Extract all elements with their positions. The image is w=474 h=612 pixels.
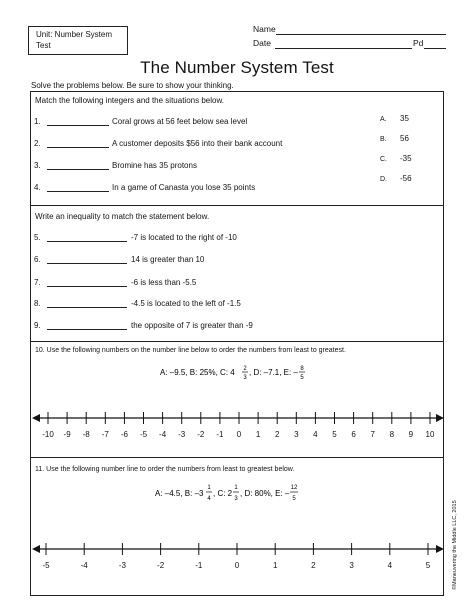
tick-label: -8 [82, 430, 90, 439]
tick-label: -1 [195, 561, 203, 570]
right-arrow-icon [436, 414, 444, 422]
statement-text: the opposite of 7 is greater than -9 [131, 321, 253, 330]
tick-label: -10 [42, 430, 54, 439]
tick-label: 5 [332, 430, 337, 439]
section-divider [30, 341, 444, 342]
tick-label: 9 [408, 430, 414, 439]
tick-label: 4 [387, 561, 393, 570]
answer-blank[interactable] [47, 263, 127, 264]
pd-label: Pd [413, 38, 424, 48]
question-number: 9. [34, 321, 41, 330]
fraction-numerator: 8 [300, 366, 304, 372]
list-part-a: A: –9.5, B: 25%, C: 4 [160, 368, 235, 377]
unit-label-line2: Test [36, 41, 51, 50]
question-10: 10. Use the following numbers on the number line below to order the numbers from least to greatest. [35, 347, 346, 354]
option-letter: D. [380, 176, 387, 183]
number-line-neg10-to-10 [0, 400, 474, 445]
match-option [380, 134, 409, 143]
unit-label-line1: Unit: Number System [36, 30, 113, 39]
name-field[interactable] [276, 34, 446, 35]
list-part-a: A: –4.5, B: –3 [155, 489, 204, 498]
question-11-number-list [0, 477, 474, 507]
question-10-number-list [0, 356, 474, 386]
tick-label: 3 [294, 430, 299, 439]
date-field[interactable] [275, 48, 412, 49]
tick-label: -1 [216, 430, 224, 439]
tick-label: -3 [118, 561, 126, 570]
tick-label: -4 [80, 561, 88, 570]
pd-field[interactable] [424, 48, 446, 49]
option-value: 35 [400, 114, 409, 123]
tick-label: -2 [157, 561, 165, 570]
tick-label: -4 [159, 430, 167, 439]
question-number: 7. [34, 278, 41, 287]
situation-text: In a game of Canasta you lose 35 points [112, 183, 256, 192]
tick-label: -3 [178, 430, 186, 439]
answer-blank[interactable] [47, 307, 127, 308]
test-frame [30, 91, 444, 596]
answer-blank[interactable] [47, 286, 127, 287]
tick-label: 0 [236, 430, 242, 439]
list-part-c: , C: 2 [213, 489, 233, 498]
list-part-d: , D: 80%, E: – [240, 489, 290, 498]
number-line-neg5-to-5 [0, 531, 474, 576]
left-arrow-icon [32, 545, 40, 553]
section1-prompt: Match the following integers and the situations below. [35, 96, 225, 105]
tick-label: -5 [42, 561, 50, 570]
list-part-d: , D: –7.1, E: – [249, 368, 298, 377]
option-value: 56 [400, 134, 409, 143]
option-letter: B. [380, 136, 387, 143]
situation-text: Bromine has 35 protons [112, 161, 197, 170]
fraction-numerator: 1 [234, 485, 238, 491]
copyright-notice: ©Maneuvering the Middle LLC, 2015 [452, 500, 458, 590]
question-number: 1. [34, 117, 41, 126]
tick-label: 5 [425, 561, 431, 570]
match-option [380, 114, 409, 123]
tick-label: -6 [120, 430, 128, 439]
tick-label: 8 [389, 430, 395, 439]
tick-label: 6 [351, 430, 356, 439]
match-option [380, 174, 412, 183]
tick-label: -5 [139, 430, 148, 439]
tick-label: 1 [272, 561, 278, 570]
question-number: 8. [34, 299, 41, 308]
tick-label: 10 [425, 430, 435, 439]
tick-label: 7 [370, 430, 375, 439]
instructions: Solve the problems below. Be sure to show your thinking. [31, 81, 234, 90]
question-number: 4. [34, 183, 41, 192]
page-title: The Number System Test [140, 58, 334, 77]
question-number: 6. [34, 255, 41, 264]
tick-label: 4 [313, 430, 318, 439]
tick-label: -9 [63, 430, 71, 439]
answer-blank[interactable] [47, 147, 109, 148]
question-number: 2. [34, 139, 41, 148]
tick-label: -7 [101, 430, 109, 439]
option-letter: A. [380, 116, 387, 123]
fraction-numerator: 2 [243, 366, 247, 372]
left-arrow-icon [32, 414, 40, 422]
tick-label: 0 [234, 561, 240, 570]
tick-label: -2 [197, 430, 205, 439]
fraction-denominator: 5 [300, 375, 304, 381]
right-arrow-icon [436, 545, 444, 553]
option-value: -35 [400, 154, 412, 163]
section2-prompt: Write an inequality to match the statement below. [35, 212, 210, 221]
answer-blank[interactable] [47, 329, 127, 330]
statement-text: -4.5 is located to the left of -1.5 [131, 299, 241, 308]
tick-label: 1 [255, 430, 261, 439]
date-label: Date [253, 38, 271, 48]
answer-blank[interactable] [47, 241, 127, 242]
answer-blank[interactable] [47, 169, 109, 170]
tick-label: 3 [349, 561, 354, 570]
fraction-numerator: 1 [207, 485, 211, 491]
fraction-denominator: 3 [243, 375, 247, 381]
statement-text: -7 is located to the right of -10 [131, 233, 237, 242]
answer-blank[interactable] [47, 191, 109, 192]
name-label: Name [253, 24, 276, 34]
fraction-denominator: 4 [207, 496, 211, 502]
situation-text: Coral grows at 56 feet below sea level [112, 117, 248, 126]
tick-label: 2 [311, 561, 316, 570]
answer-blank[interactable] [47, 125, 109, 126]
question-number: 3. [34, 161, 41, 170]
option-value: -56 [400, 174, 412, 183]
question-11: 11. Use the following number line to order the numbers from least to greatest below. [35, 466, 295, 473]
unit-box [28, 26, 128, 55]
section-divider [30, 457, 444, 458]
fraction-denominator: 5 [292, 496, 296, 502]
statement-text: -6 is less than -5.5 [131, 278, 197, 287]
fraction-denominator: 3 [234, 496, 238, 502]
section-divider [30, 205, 444, 206]
tick-label: 2 [274, 430, 280, 439]
fraction-numerator: 12 [290, 485, 298, 491]
question-number: 5. [34, 233, 41, 242]
option-letter: C. [380, 156, 387, 163]
statement-text: 14 is greater than 10 [131, 255, 205, 264]
match-option [380, 154, 412, 163]
situation-text: A customer deposits $56 into their bank account [112, 139, 283, 148]
